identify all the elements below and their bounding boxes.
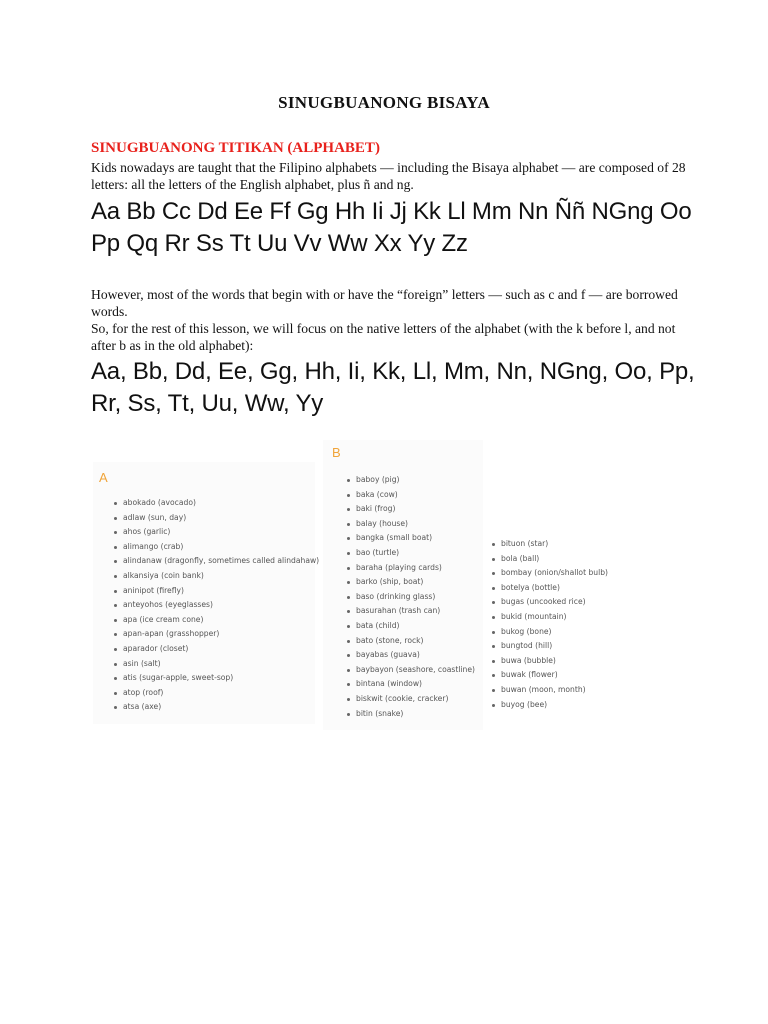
vocab-word-item: balay (house)	[346, 517, 475, 532]
vocab-word-item: atsa (axe)	[113, 700, 319, 715]
focus-paragraph: So, for the rest of this lesson, we will focus on the native letters of the alphabet (with the k before l, and not after b as in the old alphabet):	[91, 321, 676, 353]
vocab-word-item: bituon (star)	[491, 537, 608, 552]
vocab-word-item: basurahan (trash can)	[346, 604, 475, 619]
vocab-word-item: aparador (closet)	[113, 642, 319, 657]
vocab-word-item: bata (child)	[346, 619, 475, 634]
vocab-word-item: ahos (garlic)	[113, 525, 319, 540]
vocab-word-item: bola (ball)	[491, 552, 608, 567]
vocab-word-item: atop (roof)	[113, 686, 319, 701]
vocab-word-item: baraha (playing cards)	[346, 561, 475, 576]
vocab-word-item: baboy (pig)	[346, 473, 475, 488]
vocab-word-item: buyog (bee)	[491, 698, 608, 713]
vocab-word-item: baki (frog)	[346, 502, 475, 517]
vocab-word-item: alindanaw (dragonfly, sometimes called alindahaw)	[113, 554, 319, 569]
vocab-letter-a: A	[99, 470, 108, 485]
vocab-word-item: bato (stone, rock)	[346, 634, 475, 649]
native-alphabet: Aa, Bb, Dd, Ee, Gg, Hh, Ii, Kk, Ll, Mm, Nn, NGng, Oo, Pp, Rr, Ss, Tt, Uu, Ww, Yy	[91, 358, 695, 417]
vocab-word-item: bao (turtle)	[346, 546, 475, 561]
vocab-list-b-col1	[346, 473, 475, 721]
vocab-word-item: bitin (snake)	[346, 707, 475, 722]
vocab-word-item: bungtod (hill)	[491, 639, 608, 654]
vocab-word-item: buwan (moon, month)	[491, 683, 608, 698]
vocab-panel-b-continued	[483, 530, 613, 720]
vocab-word-item: anteyohos (eyeglasses)	[113, 598, 319, 613]
vocab-word-item: abokado (avocado)	[113, 496, 319, 511]
document-title: SINUGBUANONG BISAYA	[278, 93, 490, 112]
vocab-word-item: asin (salt)	[113, 657, 319, 672]
vocab-list-a	[113, 496, 319, 715]
vocab-word-item: bukid (mountain)	[491, 610, 608, 625]
vocab-word-item: bangka (small boat)	[346, 531, 475, 546]
vocab-word-item: bugas (uncooked rice)	[491, 595, 608, 610]
vocab-word-item: baybayon (seashore, coastline)	[346, 663, 475, 678]
vocab-word-item: botelya (bottle)	[491, 581, 608, 596]
full-alphabet: Aa Bb Cc Dd Ee Ff Gg Hh Ii Jj Kk Ll Mm Nn Ññ NGng Oo Pp Qq Rr Ss Tt Uu Vv Ww Xx Yy Zz	[91, 198, 692, 257]
vocab-list-b-col2	[491, 537, 608, 712]
vocab-word-item: baka (cow)	[346, 488, 475, 503]
vocab-panel-a	[93, 462, 320, 724]
vocab-word-item: bintana (window)	[346, 677, 475, 692]
section-heading: SINUGBUANONG TITIKAN (ALPHABET)	[91, 140, 380, 156]
vocab-word-item: bombay (onion/shallot bulb)	[491, 566, 608, 581]
vocab-word-item: alimango (crab)	[113, 540, 319, 555]
borrowed-words-paragraph: However, most of the words that begin with or have the “foreign” letters — such as c and f — are borrowed words.	[91, 287, 678, 319]
vocab-word-item: bayabas (guava)	[346, 648, 475, 663]
vocab-word-item: bukog (bone)	[491, 625, 608, 640]
vocab-word-item: baso (drinking glass)	[346, 590, 475, 605]
vocab-word-item: adlaw (sun, day)	[113, 511, 319, 526]
vocab-word-item: barko (ship, boat)	[346, 575, 475, 590]
vocab-panel-b	[323, 440, 483, 730]
vocab-letter-b: B	[332, 445, 341, 460]
intro-paragraph: Kids nowadays are taught that the Filipino alphabets — including the Bisaya alphabet — are composed of 28 letters: all the letters of the English alphabet, plus ñ and ng.	[91, 160, 686, 192]
vocab-word-item: buwak (flower)	[491, 668, 608, 683]
vocab-word-item: apa (ice cream cone)	[113, 613, 319, 628]
vocab-word-item: alkansiya (coin bank)	[113, 569, 319, 584]
vocab-word-item: apan-apan (grasshopper)	[113, 627, 319, 642]
vocab-word-item: aninipot (firefly)	[113, 584, 319, 599]
vocab-word-item: biskwit (cookie, cracker)	[346, 692, 475, 707]
vocab-word-item: buwa (bubble)	[491, 654, 608, 669]
vocab-word-item: atis (sugar-apple, sweet-sop)	[113, 671, 319, 686]
